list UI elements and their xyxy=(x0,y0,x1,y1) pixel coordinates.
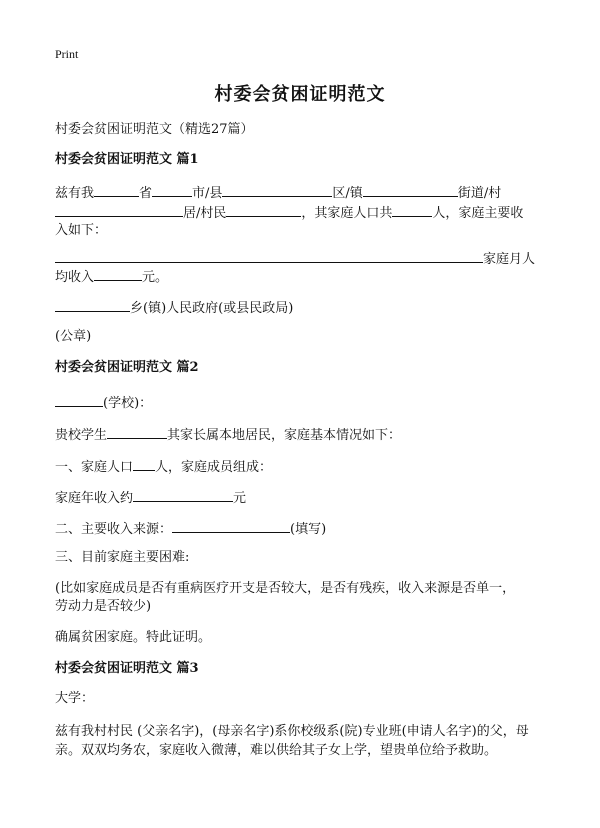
text: ，其家庭人口共 xyxy=(301,206,393,221)
sec2-line-3 xyxy=(55,456,272,477)
text: 区/镇 xyxy=(332,186,363,201)
text: 乡(镇)人民政府(或县民政局) xyxy=(130,301,294,316)
sec2-line-7a: (比如家庭成员是否有重病医疗开支是否较大，是否有残疾，收入来源是否单一， xyxy=(55,581,516,596)
text: 元。 xyxy=(142,270,169,285)
section-2-heading: 村委会贫困证明范文 篇2 xyxy=(55,360,199,375)
text: 居/村民 xyxy=(183,206,227,221)
sec3-line-1: 大学： xyxy=(55,691,95,706)
sec2-line-7b: 劳动力是否较少) xyxy=(55,599,152,614)
blank-city xyxy=(152,182,192,197)
text: 街道/村 xyxy=(457,186,502,201)
text: 贵校学生 xyxy=(55,428,108,443)
sec2-line-2 xyxy=(55,424,401,445)
section-3-heading: 村委会贫困证明范文 篇3 xyxy=(55,661,199,676)
text: 元 xyxy=(233,491,247,506)
sec3-line-2a: 兹有我村村民 (父亲名字)，(母亲名字)系你校级系(院)专业班(申请人名字)的父，母 xyxy=(55,724,529,739)
text: (填写) xyxy=(290,522,327,537)
text: 市/县 xyxy=(192,186,223,201)
text: 一、家庭人口 xyxy=(55,460,134,475)
blank-income-source xyxy=(172,518,290,533)
blank-township xyxy=(55,297,130,312)
section-1-heading: 村委会贫困证明范文 篇1 xyxy=(55,152,199,167)
blank-street xyxy=(363,182,458,197)
blank-school xyxy=(55,392,103,407)
sec1-line-2 xyxy=(55,202,523,223)
sec1-line-1 xyxy=(55,182,501,203)
sec2-line-8: 确属贫困家庭。特此证明。 xyxy=(55,630,212,645)
sec2-line-1 xyxy=(55,392,152,413)
blank-province xyxy=(94,182,139,197)
sec1-line-6 xyxy=(55,297,293,318)
text: (学校)： xyxy=(103,396,153,411)
sec2-line-4 xyxy=(55,487,246,508)
blank-district xyxy=(222,182,332,197)
sec2-line-5 xyxy=(55,518,326,539)
text: 省 xyxy=(139,186,153,201)
sec1-seal: (公章) xyxy=(55,329,92,344)
blank-resident xyxy=(226,202,301,217)
blank-household-size xyxy=(133,456,155,471)
text: 兹有我 xyxy=(55,186,95,201)
sec3-line-2b: 亲。双双均务农，家庭收入微薄，难以供给其子女上学，望贵单位给予救助。 xyxy=(55,743,498,758)
text: 人，家庭成员组成： xyxy=(155,460,273,475)
blank-monthly-income xyxy=(94,266,142,281)
text: 家庭年收入约 xyxy=(55,491,134,506)
text: 二、主要收入来源： xyxy=(55,522,173,537)
text: 家庭月人 xyxy=(483,252,536,267)
print-link[interactable]: Print xyxy=(55,47,79,61)
blank-income-sources xyxy=(55,248,483,263)
text: 其家长属本地居民，家庭基本情况如下： xyxy=(167,428,402,443)
subtitle: 村委会贫困证明范文（精选27篇） xyxy=(55,122,254,137)
sec1-line-3: 入如下： xyxy=(55,223,108,238)
text: 均收入 xyxy=(55,270,95,285)
sec2-line-6: 三、目前家庭主要困难: xyxy=(55,550,190,565)
blank-student xyxy=(107,424,167,439)
blank-household-count xyxy=(392,202,432,217)
page-title: 村委会贫困证明范文 xyxy=(214,84,386,105)
blank-village xyxy=(55,202,183,217)
blank-annual-income xyxy=(133,487,233,502)
text: 人，家庭主要收 xyxy=(432,206,524,221)
sec1-line-5 xyxy=(55,266,168,287)
